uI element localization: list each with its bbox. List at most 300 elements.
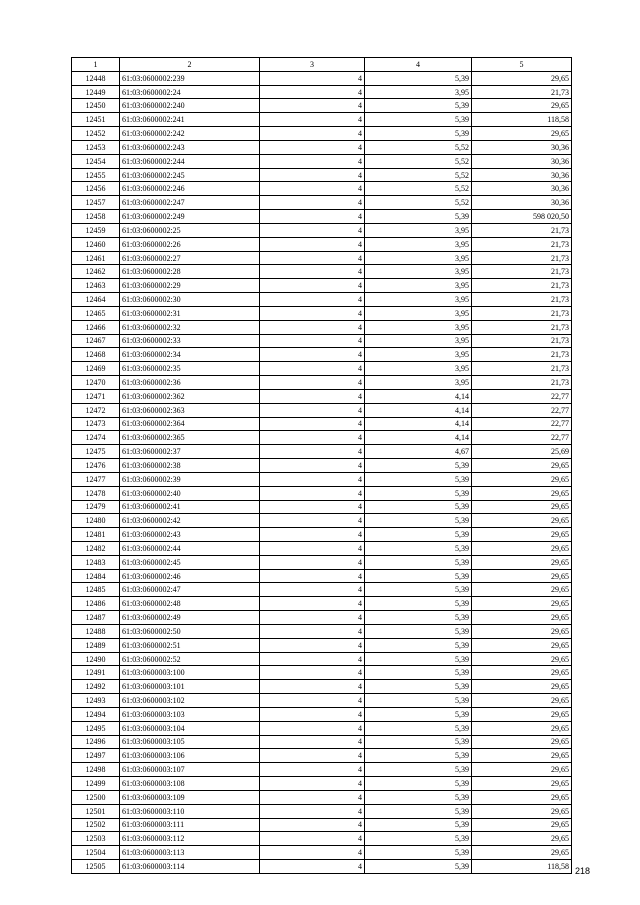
table-cell: 4 (260, 113, 365, 127)
table-cell: 21,73 (472, 265, 572, 279)
table-cell: 61:03:0600002:52 (120, 652, 260, 666)
table-cell: 61:03:0600002:39 (120, 472, 260, 486)
table-cell: 4 (260, 597, 365, 611)
table-cell: 118,58 (472, 860, 572, 874)
table-cell: 61:03:0600003:101 (120, 680, 260, 694)
table-cell: 3,95 (365, 306, 472, 320)
table-cell: 61:03:0600003:107 (120, 763, 260, 777)
table-row (72, 334, 572, 348)
table-cell: 29,65 (472, 528, 572, 542)
table-cell: 21,73 (472, 320, 572, 334)
table-cell: 12451 (72, 113, 120, 127)
table-cell: 61:03:0600002:47 (120, 583, 260, 597)
table-cell: 5,39 (365, 500, 472, 514)
table-cell: 61:03:0600002:362 (120, 389, 260, 403)
table-cell: 21,73 (472, 223, 572, 237)
table-cell: 12491 (72, 666, 120, 680)
table-cell: 61:03:0600003:104 (120, 721, 260, 735)
table-cell: 61:03:0600002:363 (120, 403, 260, 417)
column-header-4: 4 (365, 58, 472, 72)
table-cell: 29,65 (472, 763, 572, 777)
table-cell: 5,39 (365, 652, 472, 666)
table-row (72, 182, 572, 196)
table-cell: 4,14 (365, 417, 472, 431)
table-cell: 30,36 (472, 154, 572, 168)
table-cell: 4 (260, 832, 365, 846)
table-row (72, 597, 572, 611)
table-cell: 29,65 (472, 127, 572, 141)
table-cell: 61:03:0600003:114 (120, 860, 260, 874)
table-cell: 12454 (72, 154, 120, 168)
table-row (72, 306, 572, 320)
table-cell: 3,95 (365, 223, 472, 237)
table-cell: 12478 (72, 486, 120, 500)
table-row (72, 376, 572, 390)
table-cell: 29,65 (472, 583, 572, 597)
table-row (72, 500, 572, 514)
table-cell: 61:03:0600002:50 (120, 624, 260, 638)
table-cell: 4 (260, 417, 365, 431)
table-cell: 12477 (72, 472, 120, 486)
table-cell: 12448 (72, 71, 120, 85)
table-cell: 61:03:0600002:49 (120, 611, 260, 625)
table-cell: 12484 (72, 569, 120, 583)
table-cell: 4 (260, 71, 365, 85)
table-cell: 5,39 (365, 486, 472, 500)
table-cell: 21,73 (472, 306, 572, 320)
table-cell: 61:03:0600003:100 (120, 666, 260, 680)
table-cell: 12496 (72, 735, 120, 749)
table-cell: 3,95 (365, 293, 472, 307)
table-cell: 12456 (72, 182, 120, 196)
table-cell: 5,39 (365, 528, 472, 542)
table-cell: 4 (260, 403, 365, 417)
table-cell: 4 (260, 265, 365, 279)
table-cell: 25,69 (472, 445, 572, 459)
table-cell: 29,65 (472, 459, 572, 473)
table-cell: 4 (260, 569, 365, 583)
table-cell: 5,39 (365, 611, 472, 625)
table-cell: 61:03:0600003:105 (120, 735, 260, 749)
table-cell: 12503 (72, 832, 120, 846)
table-cell: 4 (260, 611, 365, 625)
table-cell: 4 (260, 140, 365, 154)
table-cell: 4 (260, 196, 365, 210)
table-row (72, 279, 572, 293)
table-row (72, 223, 572, 237)
table-cell: 5,39 (365, 514, 472, 528)
table-cell: 4 (260, 127, 365, 141)
table-cell: 5,39 (365, 210, 472, 224)
table-cell: 29,65 (472, 472, 572, 486)
table-row (72, 431, 572, 445)
table-row (72, 694, 572, 708)
table-cell: 12479 (72, 500, 120, 514)
table-cell: 3,95 (365, 279, 472, 293)
table-cell: 4 (260, 376, 365, 390)
table-cell: 61:03:0600003:108 (120, 777, 260, 791)
table-cell: 4 (260, 638, 365, 652)
table-cell: 61:03:0600002:240 (120, 99, 260, 113)
table-cell: 12500 (72, 790, 120, 804)
table-row (72, 652, 572, 666)
table-cell: 5,39 (365, 749, 472, 763)
table-cell: 61:03:0600002:45 (120, 555, 260, 569)
table-cell: 12467 (72, 334, 120, 348)
table-cell: 12495 (72, 721, 120, 735)
table-cell: 5,39 (365, 71, 472, 85)
table-cell: 21,73 (472, 334, 572, 348)
table-row (72, 749, 572, 763)
table-row (72, 472, 572, 486)
table-cell: 5,39 (365, 624, 472, 638)
table-cell: 22,77 (472, 389, 572, 403)
table-cell: 3,95 (365, 237, 472, 251)
table-cell: 61:03:0600002:31 (120, 306, 260, 320)
table-cell: 4 (260, 707, 365, 721)
table-cell: 29,65 (472, 597, 572, 611)
table-cell: 5,52 (365, 196, 472, 210)
table-row (72, 265, 572, 279)
table-cell: 5,39 (365, 707, 472, 721)
table-row (72, 832, 572, 846)
table-cell: 3,95 (365, 85, 472, 99)
table-cell: 4 (260, 154, 365, 168)
table-row (72, 99, 572, 113)
table-cell: 21,73 (472, 85, 572, 99)
table-cell: 4 (260, 777, 365, 791)
table-cell: 12502 (72, 818, 120, 832)
table-cell: 4 (260, 459, 365, 473)
table-cell: 12483 (72, 555, 120, 569)
table-cell: 5,39 (365, 555, 472, 569)
table-cell: 5,39 (365, 113, 472, 127)
table-cell: 61:03:0600002:241 (120, 113, 260, 127)
table-cell: 5,39 (365, 694, 472, 708)
table-cell: 30,36 (472, 140, 572, 154)
table-cell: 12452 (72, 127, 120, 141)
table-row (72, 348, 572, 362)
table-cell: 61:03:0600002:25 (120, 223, 260, 237)
table-cell: 12459 (72, 223, 120, 237)
table-cell: 12466 (72, 320, 120, 334)
table-cell: 5,39 (365, 638, 472, 652)
table-cell: 5,39 (365, 846, 472, 860)
table-cell: 12469 (72, 362, 120, 376)
table-cell: 4 (260, 735, 365, 749)
table-cell: 30,36 (472, 196, 572, 210)
table-cell: 29,65 (472, 500, 572, 514)
table-cell: 12453 (72, 140, 120, 154)
table-cell: 29,65 (472, 694, 572, 708)
table-cell: 61:03:0600002:51 (120, 638, 260, 652)
table-cell: 4 (260, 334, 365, 348)
table-cell: 3,95 (365, 348, 472, 362)
table-cell: 61:03:0600002:44 (120, 541, 260, 555)
table-cell: 61:03:0600003:110 (120, 804, 260, 818)
table-cell: 21,73 (472, 376, 572, 390)
table-cell: 4 (260, 237, 365, 251)
table-cell: 4 (260, 279, 365, 293)
data-table (71, 57, 572, 874)
table-cell: 12487 (72, 611, 120, 625)
table-cell: 4 (260, 860, 365, 874)
table-cell: 4 (260, 624, 365, 638)
table-cell: 61:03:0600002:36 (120, 376, 260, 390)
table-cell: 61:03:0600002:48 (120, 597, 260, 611)
table-cell: 4 (260, 790, 365, 804)
table-row (72, 555, 572, 569)
table-cell: 29,65 (472, 555, 572, 569)
table-cell: 61:03:0600003:102 (120, 694, 260, 708)
table-cell: 29,65 (472, 638, 572, 652)
table-cell: 29,65 (472, 777, 572, 791)
table-cell: 61:03:0600002:42 (120, 514, 260, 528)
table-cell: 3,95 (365, 376, 472, 390)
table-cell: 4 (260, 652, 365, 666)
table-cell: 5,52 (365, 168, 472, 182)
table-cell: 61:03:0600002:28 (120, 265, 260, 279)
table-row (72, 721, 572, 735)
table-cell: 30,36 (472, 182, 572, 196)
table-cell: 4 (260, 306, 365, 320)
table-cell: 4 (260, 749, 365, 763)
table-row (72, 140, 572, 154)
table-cell: 5,39 (365, 804, 472, 818)
table-cell: 29,65 (472, 624, 572, 638)
table-cell: 61:03:0600002:239 (120, 71, 260, 85)
table-cell: 5,39 (365, 680, 472, 694)
table-cell: 4 (260, 528, 365, 542)
table-cell: 5,52 (365, 182, 472, 196)
table-cell: 61:03:0600002:27 (120, 251, 260, 265)
table-cell: 3,95 (365, 265, 472, 279)
table-cell: 4,14 (365, 403, 472, 417)
table-row (72, 528, 572, 542)
table-cell: 61:03:0600002:24 (120, 85, 260, 99)
table-cell: 4 (260, 514, 365, 528)
table-cell: 5,52 (365, 154, 472, 168)
table-cell: 21,73 (472, 362, 572, 376)
table-row (72, 362, 572, 376)
table-cell: 5,39 (365, 99, 472, 113)
table-cell: 61:03:0600002:244 (120, 154, 260, 168)
table-cell: 12458 (72, 210, 120, 224)
table-cell: 4,67 (365, 445, 472, 459)
table-cell: 3,95 (365, 320, 472, 334)
table-header-row (72, 58, 572, 72)
table-cell: 12465 (72, 306, 120, 320)
table-cell: 12499 (72, 777, 120, 791)
table-row (72, 735, 572, 749)
table-cell: 61:03:0600002:33 (120, 334, 260, 348)
table-cell: 4 (260, 721, 365, 735)
table-cell: 22,77 (472, 417, 572, 431)
table-cell: 5,39 (365, 721, 472, 735)
table-cell: 12472 (72, 403, 120, 417)
table-cell: 3,95 (365, 251, 472, 265)
table-cell: 12471 (72, 389, 120, 403)
table-cell: 5,39 (365, 818, 472, 832)
table-cell: 5,39 (365, 763, 472, 777)
table-row (72, 790, 572, 804)
table-row (72, 459, 572, 473)
table-row (72, 403, 572, 417)
table-cell: 4 (260, 666, 365, 680)
column-header-3: 3 (260, 58, 365, 72)
table-cell: 12475 (72, 445, 120, 459)
table-cell: 4 (260, 210, 365, 224)
table-cell: 12461 (72, 251, 120, 265)
table-cell: 29,65 (472, 680, 572, 694)
table-cell: 5,39 (365, 459, 472, 473)
table-row (72, 113, 572, 127)
table-cell: 29,65 (472, 832, 572, 846)
table-cell: 4 (260, 500, 365, 514)
table-cell: 61:03:0600002:43 (120, 528, 260, 542)
table-cell: 4 (260, 389, 365, 403)
table-row (72, 417, 572, 431)
table-cell: 4 (260, 680, 365, 694)
table-cell: 12450 (72, 99, 120, 113)
table-cell: 29,65 (472, 749, 572, 763)
table-cell: 12494 (72, 707, 120, 721)
table-row (72, 818, 572, 832)
table-row (72, 777, 572, 791)
table-row (72, 71, 572, 85)
table-cell: 22,77 (472, 403, 572, 417)
table-cell: 29,65 (472, 735, 572, 749)
table-cell: 4 (260, 99, 365, 113)
table-row (72, 846, 572, 860)
table-cell: 5,39 (365, 860, 472, 874)
table-cell: 4 (260, 555, 365, 569)
table-row (72, 638, 572, 652)
table-cell: 4,14 (365, 389, 472, 403)
table-cell: 12488 (72, 624, 120, 638)
table-cell: 4 (260, 85, 365, 99)
table-cell: 5,39 (365, 832, 472, 846)
table-cell: 5,39 (365, 583, 472, 597)
table-cell: 21,73 (472, 237, 572, 251)
table-cell: 4 (260, 320, 365, 334)
table-cell: 4 (260, 804, 365, 818)
table-cell: 12490 (72, 652, 120, 666)
table-cell: 29,65 (472, 846, 572, 860)
table-row (72, 237, 572, 251)
table-cell: 598 020,50 (472, 210, 572, 224)
table-row (72, 168, 572, 182)
table-cell: 4 (260, 541, 365, 555)
column-header-1: 1 (72, 58, 120, 72)
table-cell: 12457 (72, 196, 120, 210)
table-cell: 12501 (72, 804, 120, 818)
table-cell: 12492 (72, 680, 120, 694)
table-cell: 12473 (72, 417, 120, 431)
table-cell: 29,65 (472, 514, 572, 528)
table-row (72, 445, 572, 459)
table-cell: 61:03:0600002:38 (120, 459, 260, 473)
table-cell: 12470 (72, 376, 120, 390)
table-cell: 22,77 (472, 431, 572, 445)
table-row (72, 583, 572, 597)
table-row (72, 196, 572, 210)
table-row (72, 707, 572, 721)
table-cell: 61:03:0600002:26 (120, 237, 260, 251)
table-cell: 12497 (72, 749, 120, 763)
table-cell: 5,39 (365, 790, 472, 804)
table-cell: 12480 (72, 514, 120, 528)
table-cell: 61:03:0600003:113 (120, 846, 260, 860)
table-cell: 12493 (72, 694, 120, 708)
table-cell: 61:03:0600002:35 (120, 362, 260, 376)
table-cell: 29,65 (472, 541, 572, 555)
table-cell: 30,36 (472, 168, 572, 182)
table-row (72, 541, 572, 555)
table-cell: 61:03:0600002:243 (120, 140, 260, 154)
table-cell: 12464 (72, 293, 120, 307)
table-row (72, 154, 572, 168)
table-row (72, 804, 572, 818)
table-cell: 61:03:0600002:245 (120, 168, 260, 182)
table-cell: 12489 (72, 638, 120, 652)
table-cell: 12505 (72, 860, 120, 874)
table-cell: 12463 (72, 279, 120, 293)
table-cell: 4 (260, 583, 365, 597)
table-cell: 61:03:0600003:106 (120, 749, 260, 763)
column-header-5: 5 (472, 58, 572, 72)
table-cell: 5,39 (365, 735, 472, 749)
table-cell: 4 (260, 293, 365, 307)
table-cell: 12481 (72, 528, 120, 542)
table-cell: 29,65 (472, 71, 572, 85)
table-cell: 61:03:0600002:46 (120, 569, 260, 583)
table-row (72, 293, 572, 307)
table-cell: 61:03:0600002:40 (120, 486, 260, 500)
table-cell: 61:03:0600002:365 (120, 431, 260, 445)
table-cell: 61:03:0600002:246 (120, 182, 260, 196)
table-cell: 61:03:0600003:112 (120, 832, 260, 846)
table-cell: 12462 (72, 265, 120, 279)
table-cell: 29,65 (472, 611, 572, 625)
table-cell: 12504 (72, 846, 120, 860)
table-cell: 4 (260, 431, 365, 445)
table-body (72, 71, 572, 873)
table-cell: 29,65 (472, 818, 572, 832)
table-cell: 61:03:0600002:34 (120, 348, 260, 362)
table-cell: 61:03:0600002:29 (120, 279, 260, 293)
table-cell: 29,65 (472, 652, 572, 666)
table-row (72, 666, 572, 680)
table-cell: 4 (260, 694, 365, 708)
table-cell: 5,52 (365, 140, 472, 154)
table-cell: 61:03:0600003:103 (120, 707, 260, 721)
table-cell: 12486 (72, 597, 120, 611)
page-number: 218 (574, 866, 590, 876)
table-row (72, 569, 572, 583)
table-cell: 12482 (72, 541, 120, 555)
table-row (72, 320, 572, 334)
table-cell: 29,65 (472, 707, 572, 721)
table-row (72, 763, 572, 777)
table-cell: 4 (260, 223, 365, 237)
table-cell: 29,65 (472, 790, 572, 804)
table-cell: 4,14 (365, 431, 472, 445)
table-row (72, 486, 572, 500)
table-cell: 4 (260, 182, 365, 196)
table-cell: 12460 (72, 237, 120, 251)
table-cell: 3,95 (365, 334, 472, 348)
